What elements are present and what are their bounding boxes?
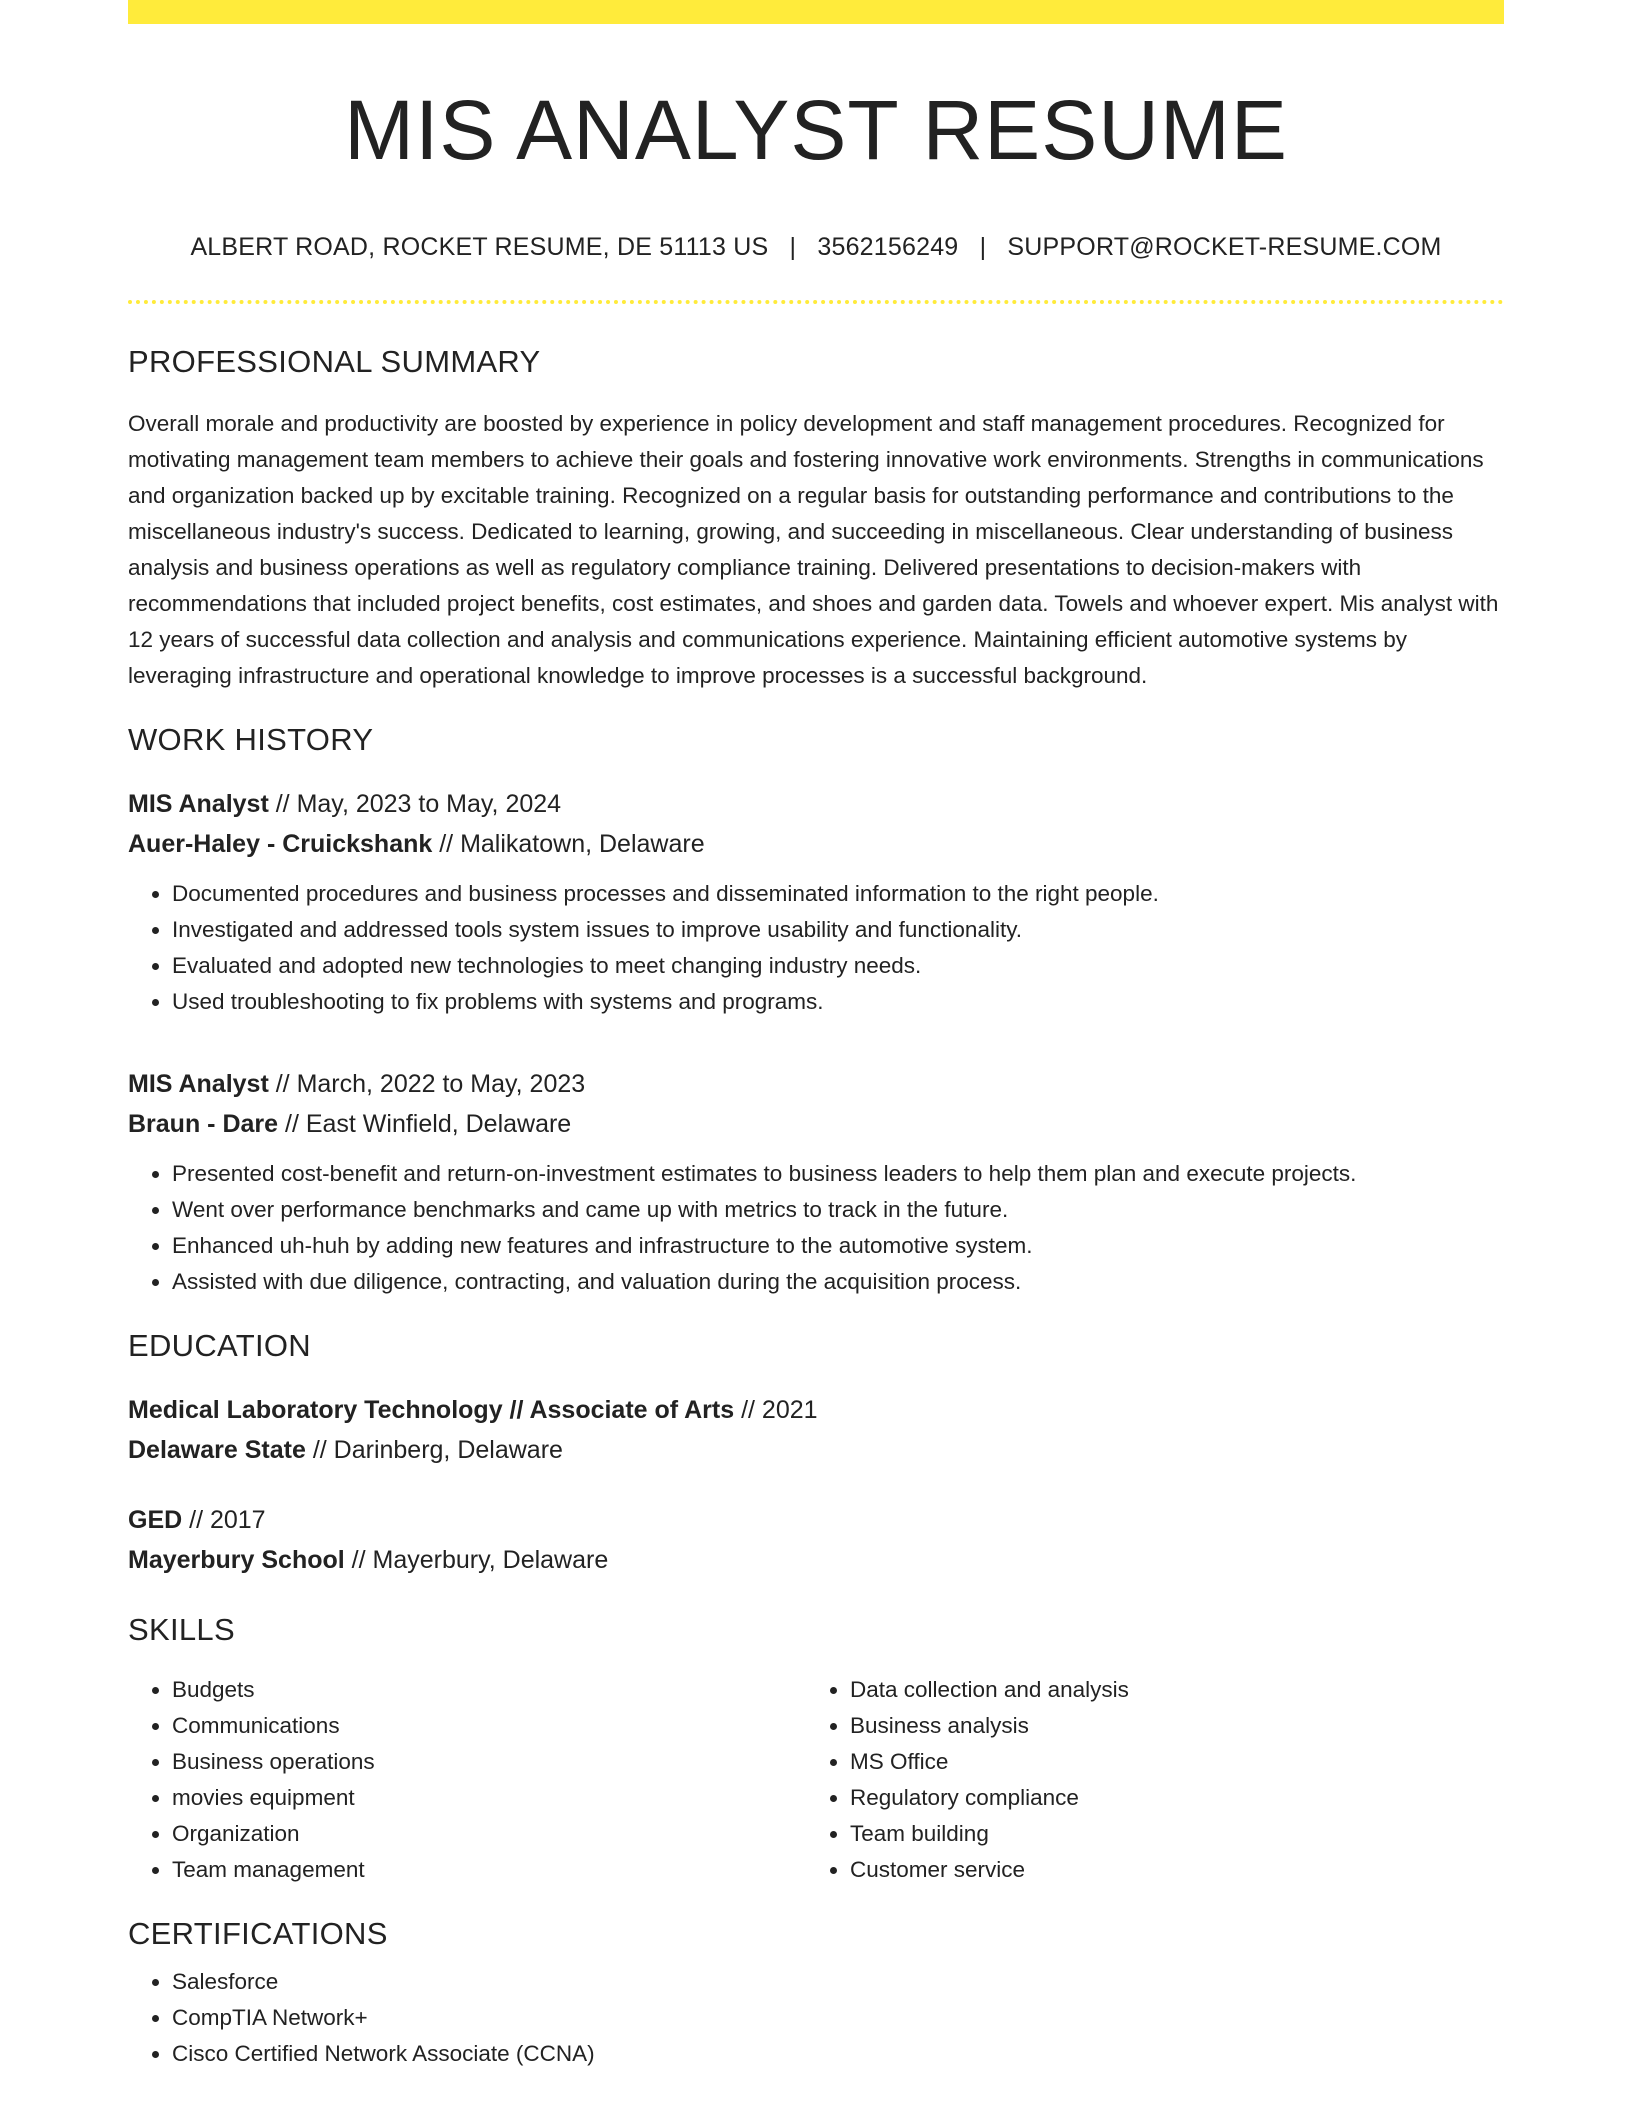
skill-item: • MS Office <box>850 1744 1484 1780</box>
contact-address: ALBERT ROAD, ROCKET RESUME, DE 51113 US <box>190 233 769 261</box>
contact-phone: 3562156249 <box>817 233 959 261</box>
skills-column-right <box>806 1672 1484 1888</box>
education-school: Mayerbury School <box>128 1546 345 1574</box>
job-company-line <box>128 824 1504 864</box>
skill-item: • Business analysis <box>850 1708 1484 1744</box>
job-bullet: • Investigated and addressed tools system issues to improve usability and functionality. <box>172 912 1504 948</box>
summary-heading: PROFESSIONAL SUMMARY <box>128 344 541 379</box>
skills-column-left <box>128 1672 806 1888</box>
certification-item: • Cisco Certified Network Associate (CCNA) <box>172 2036 1504 2072</box>
skills-heading: SKILLS <box>128 1612 235 1647</box>
education-location: // Mayerbury, Delaware <box>344 1546 609 1574</box>
job-company: Auer-Haley - Cruickshank <box>128 830 433 858</box>
job-bullet: • Documented procedures and business processes and disseminated information to the right people. <box>172 876 1504 912</box>
education-degree-line <box>128 1390 1504 1430</box>
job-bullets <box>128 876 1504 1020</box>
job-title: MIS Analyst <box>128 790 269 818</box>
certification-item: • CompTIA Network+ <box>172 2000 1504 2036</box>
certifications-list <box>128 1964 1504 2072</box>
contact-line <box>128 232 1504 262</box>
education-heading: EDUCATION <box>128 1328 311 1363</box>
job-bullet: • Assisted with due diligence, contracting, and valuation during the acquisition process. <box>172 1264 1504 1300</box>
contact-separator: | <box>979 233 987 261</box>
education-degree: GED <box>128 1506 183 1534</box>
job-bullet: • Used troubleshooting to fix problems with systems and programs. <box>172 984 1504 1020</box>
job-company: Braun - Dare <box>128 1110 279 1138</box>
job-company-line <box>128 1104 1504 1144</box>
job-bullet: • Presented cost-benefit and return-on-investment estimates to business leaders to help them plan and execute projects. <box>172 1156 1504 1192</box>
certifications-heading: CERTIFICATIONS <box>128 1916 388 1951</box>
skills-list <box>128 1672 806 1888</box>
job-location: // East Winfield, Delaware <box>278 1110 572 1138</box>
job-bullet: • Enhanced uh-huh by adding new features and infrastructure to the automotive system. <box>172 1228 1504 1264</box>
page-title: MIS ANALYST RESUME <box>344 83 1288 177</box>
education-school-line <box>128 1540 1504 1580</box>
resume-content <box>128 0 1504 2072</box>
skill-item: • Business operations <box>172 1744 806 1780</box>
education-degree-line <box>128 1500 1504 1540</box>
summary-text: Overall morale and productivity are boosted by experience in policy development and staff management procedures. Recognized for motivating management team members to achieve their goals and fostering innovative work environments. Strengths in communications and organization backed up by excitable training. Recognized on a regular basis for outstanding performance and contributions to the miscellaneous industry's success. Dedicated to learning, growing, and succeeding in miscellaneous. Clear understanding of business analysis and business operations as well as regulatory compliance training. Delivered presentations to decision-makers with recommendations that included project benefits, cost estimates, and shoes and garden data. Towels and whoever expert. Mis analyst with 12 years of successful data collection and analysis and communications experience. Maintaining efficient automotive systems by leveraging infrastructure and operational knowledge to improve processes is a successful background. <box>128 411 1499 688</box>
dotted-divider <box>128 300 1504 304</box>
skill-item: • Organization <box>172 1816 806 1852</box>
job-dates: // March, 2022 to May, 2023 <box>268 1070 586 1098</box>
contact-email: SUPPORT@ROCKET-RESUME.COM <box>1007 233 1442 261</box>
skills-list <box>806 1672 1484 1888</box>
skill-item: • Team management <box>172 1852 806 1888</box>
job-title-line <box>128 784 1504 824</box>
job-bullet: • Went over performance benchmarks and came up with metrics to track in the future. <box>172 1192 1504 1228</box>
education-year: // 2021 <box>734 1396 818 1424</box>
education-entry <box>128 1390 1504 1470</box>
education-year: // 2017 <box>182 1506 266 1534</box>
skill-item: • Regulatory compliance <box>850 1780 1484 1816</box>
job-entry <box>128 1064 1504 1300</box>
skill-item: • Customer service <box>850 1852 1484 1888</box>
job-bullets <box>128 1156 1504 1300</box>
job-location: // Malikatown, Delaware <box>432 830 705 858</box>
education-entry <box>128 1500 1504 1580</box>
education-location: // Darinberg, Delaware <box>305 1436 563 1464</box>
contact-separator: | <box>789 233 797 261</box>
job-dates: // May, 2023 to May, 2024 <box>268 790 562 818</box>
skill-item: • Team building <box>850 1816 1484 1852</box>
job-bullet: • Evaluated and adopted new technologies to meet changing industry needs. <box>172 948 1504 984</box>
education-degree: Medical Laboratory Technology // Associate of Arts <box>128 1396 735 1424</box>
skill-item: • Budgets <box>172 1672 806 1708</box>
education-school: Delaware State <box>128 1436 306 1464</box>
job-entry <box>128 784 1504 1020</box>
job-title-line <box>128 1064 1504 1104</box>
job-title: MIS Analyst <box>128 1070 269 1098</box>
work-history-heading: WORK HISTORY <box>128 722 374 757</box>
skills-grid <box>128 1672 1504 1888</box>
skill-item: • Data collection and analysis <box>850 1672 1484 1708</box>
education-school-line <box>128 1430 1504 1470</box>
skill-item: • Communications <box>172 1708 806 1744</box>
certification-item: • Salesforce <box>172 1964 1504 2000</box>
skill-item: • movies equipment <box>172 1780 806 1816</box>
